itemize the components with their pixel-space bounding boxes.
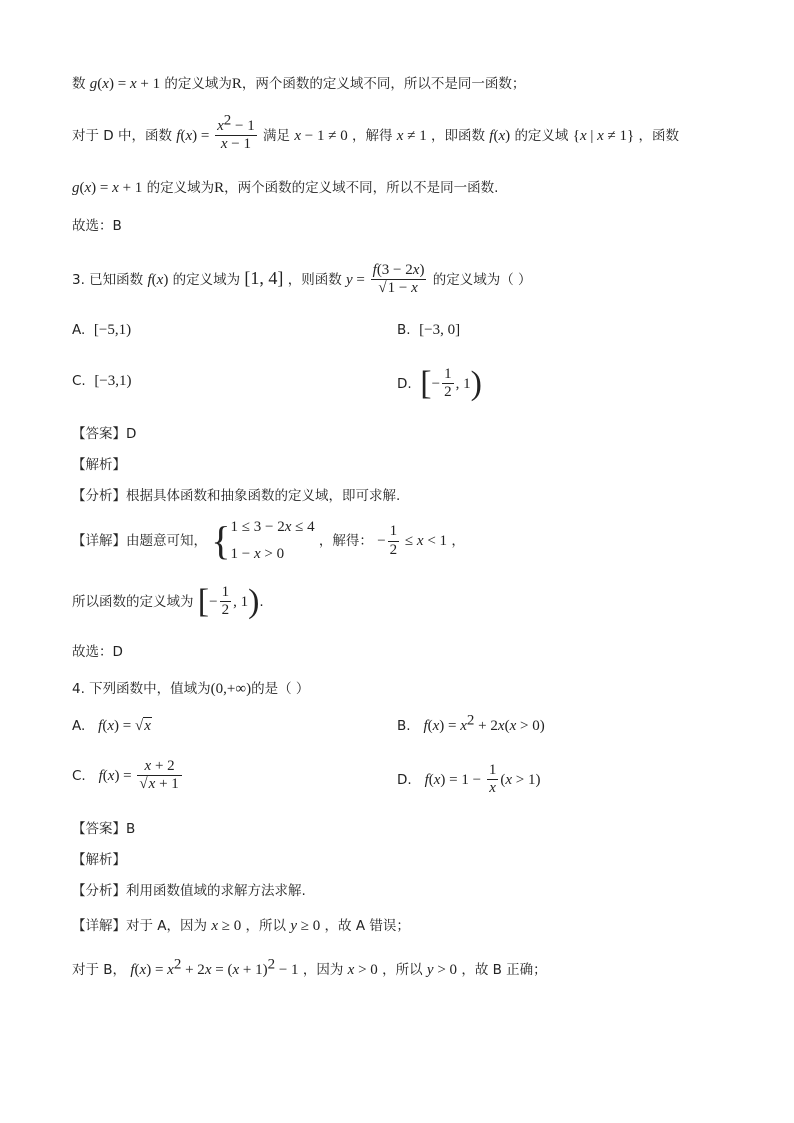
text-line-1: 数 g(x) = x + 1 的定义域为R，两个函数的定义域不同，所以不是同一函数； bbox=[72, 76, 526, 92]
option-4b[interactable]: B. $f(x) = x^2 + 2x(x > 0)$ bbox=[397, 712, 545, 734]
answer-3: 【答案】D bbox=[72, 426, 137, 442]
option-4d[interactable]: D. f(x) = 1 − $\frac{1}{x}$ (x > 1) bbox=[397, 762, 541, 797]
question-3-stem: 3. 已知函数 f(x) 的定义域为 [1, 4] ，则函数 y = $\frac{f(3 - 2x)}{√1 - x}$ 的定义域为（ ） bbox=[72, 262, 532, 297]
question-4-stem: 4. 下列函数中，值域为(0,+∞)的是（ ） bbox=[72, 681, 310, 697]
analysis-4: 【分析】利用函数值域的求解方法求解. bbox=[72, 883, 306, 899]
text-line-2: 对于 D 中，函数 f(x) = $\frac{x^2 - 1}{x - 1}$ 满足 x − 1 ≠ 0 ，解得 x ≠ 1 ，即函数 f(x) 的定义域 {x | x ≠ 1} ，函数 bbox=[72, 112, 680, 153]
conclusion-3: 所以函数的定义域为 [− $\frac{1}{2}$ , 1). bbox=[72, 582, 264, 620]
detail-3: 【详解】由题意可知， { 1 ≤ 3 − 2x ≤ 4 1 − x > 0 ，解得： − $\frac{1}{2}$ ≤ x < 1 ， bbox=[72, 514, 465, 568]
fraction-f3-2x-over-sqrt: $\frac{f(3 - 2x)}{√1 - x}$ bbox=[372, 262, 425, 297]
text-line-3: g(x) = x + 1 的定义域为R，两个函数的定义域不同，所以不是同一函数. bbox=[72, 180, 499, 196]
option-4a[interactable]: A. f(x) = √x bbox=[72, 718, 151, 734]
formula-f-def: f bbox=[176, 127, 181, 144]
choice-line-d: 故选：D bbox=[72, 644, 123, 660]
inequality-system: 1 ≤ 3 − 2x ≤ 4 1 − x > 0 bbox=[230, 519, 315, 562]
analysis-3: 【分析】根据具体函数和抽象函数的定义域，即可求解. bbox=[72, 488, 401, 504]
option-4c[interactable]: C. f(x) = $\frac{x + 2}{√x + 1}$ bbox=[72, 758, 184, 794]
option-c[interactable]: C. [−3,1) bbox=[72, 373, 132, 389]
text-last: 对于 B， $f(x) = x^2 + 2x = (x + 1)^2 - 1$ ，因为 x > 0 ，所以 y > 0 ，故 B 正确； bbox=[72, 956, 547, 978]
detail-4: 【详解】对于 A，因为 x ≥ 0 ，所以 y ≥ 0 ，故 A 错误； bbox=[72, 918, 410, 934]
answer-4: 【答案】B bbox=[72, 821, 136, 837]
choice-line-b: 故选：B bbox=[72, 218, 122, 234]
fraction-x2-1-over-x-1: $\frac{x^2 - 1}{x - 1}$ bbox=[217, 112, 255, 153]
option-d[interactable]: D. [− $\frac{1}{2}$ , 1) bbox=[397, 364, 482, 402]
formula-g-def: g bbox=[89, 76, 98, 92]
analysis-heading-4: 【解析】 bbox=[72, 852, 126, 868]
option-a[interactable]: A. [−5,1) bbox=[72, 322, 132, 338]
analysis-heading-3: 【解析】 bbox=[72, 457, 126, 473]
option-b[interactable]: B. [−3, 0] bbox=[397, 322, 461, 338]
